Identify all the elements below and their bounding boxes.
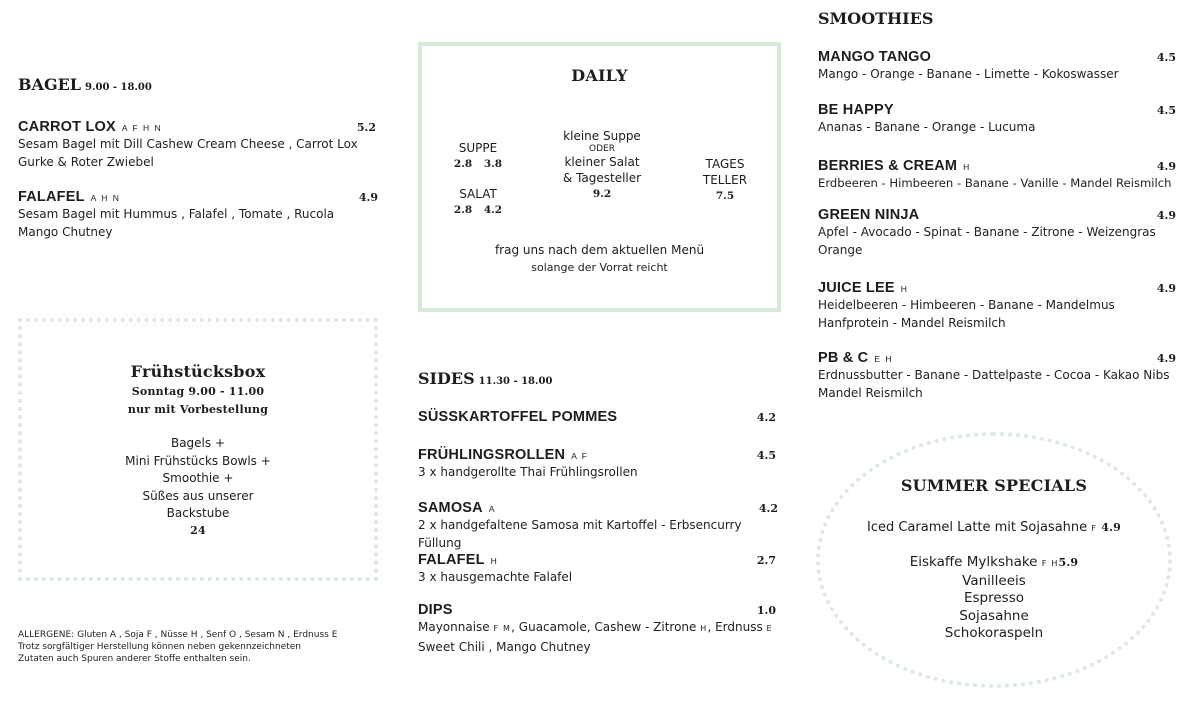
item-price: 4.5 [1156,104,1176,117]
item-price: 5.2 [356,121,376,134]
bagel-item-carrot-lox [18,116,376,171]
summer-item1-name: Iced Caramel Latte mit Sojasahne [866,520,1088,535]
item-name: SAMOSA [418,500,483,516]
fruehstueck-line: Süßes aus unserer [142,488,254,503]
summer-line: Vanilleeis [962,572,1026,589]
allergene-line: Trotz sorgfältiger Herstellung können neben gekennzeichneten [18,642,301,652]
item-desc: Sesam Bagel mit Hummus , Falafel , Tomate , Rucola [18,207,335,221]
fruehstueck-title: Frühstücksbox [130,362,266,381]
daily-salat [446,186,510,218]
item-price: 1.0 [756,604,776,617]
fruehstueck-line: Smoothie + [162,471,234,485]
sides-item-samosa [418,497,778,552]
smoothies-heading [818,9,933,28]
smoothies-title: SMOOTHIES [818,9,934,28]
item-name: BE HAPPY [818,102,894,118]
fruehstueck-list [22,435,374,523]
item-price: 4.5 [756,449,776,462]
summer-title: SUMMER SPECIALS [900,476,1088,495]
daily-combo-price: 9.2 [592,188,612,200]
dips-allergens: E [766,624,773,633]
item-desc: Apfel - Avocado - Spinat - Banane - Zitrone - Weizengras [818,225,1156,239]
item-desc: Mandel Reismilch [818,386,923,400]
fruehstuecksbox-panel [18,318,378,581]
smoothie-item-mango-tango [818,49,1176,83]
item-price: 2.7 [756,554,776,567]
smoothie-item-berries-cream [818,155,1178,192]
allergene-line: Zutaten auch Spuren anderer Stoffe enthalten sein. [18,654,251,664]
item-allergens: H [490,556,499,566]
item-price: 4.9 [1156,160,1176,173]
dips-part: , Guacamole, Cashew - Zitrone [511,620,697,634]
item-desc: 3 x hausgemachte Falafel [418,570,573,584]
item-allergens: A H N [90,193,121,203]
item-name: FALAFEL [18,189,85,205]
smoothie-item-be-happy [818,102,1176,136]
daily-note [422,242,777,276]
sides-item-dips [418,602,776,656]
sides-title: SIDES [418,369,475,388]
item-price: 4.2 [756,411,776,424]
daily-salat-prices: 2.8 4.2 [453,204,503,216]
item-price: 4.2 [758,502,778,515]
item-desc: Heidelbeeren - Himbeeren - Banane - Mandelmus [818,298,1115,312]
item-desc [418,618,776,638]
daily-combo-line: & Tagesteller [562,171,642,185]
item-desc: Orange [818,243,863,257]
daily-combo-line: kleine Suppe [563,129,641,143]
summer-line: Sojasahne [959,607,1029,624]
daily-suppe [446,140,510,172]
summer-item2-name: Eiskaffe Mylkshake [909,554,1038,570]
item-allergens: A F H N [121,123,163,133]
item-price: 4.9 [1156,282,1176,295]
smoothie-item-pb-c [818,347,1176,402]
item-desc: Gurke & Roter Zwiebel [18,155,154,169]
item-price: 4.9 [1156,209,1176,222]
item-name: MANGO TANGO [818,49,932,65]
item-desc: Sesam Bagel mit Dill Cashew Cream Cheese , Carrot Lox [18,137,358,151]
bagel-title: BAGEL [18,75,82,94]
fruehstueck-price: 24 [190,524,206,537]
daily-note-line: solange der Vorrat reicht [531,261,668,274]
daily-oder: ODER [589,144,615,154]
item-price: 4.5 [1156,51,1176,64]
item-desc: 2 x handgefaltene Samosa mit Kartoffel - Erbsencurry Füllung [418,518,742,550]
sides-item-suesskartoffel [418,409,776,425]
daily-suppe-label: SUPPE [458,141,498,155]
daily-panel [418,42,781,312]
dips-part: Mayonnaise [418,620,490,634]
summer-item1-price: 4.9 [1101,521,1121,534]
fruehstueck-line: Bagels + [170,436,226,450]
item-name: CARROT LOX [18,119,116,135]
smoothie-item-juice-lee [818,277,1176,332]
item-name: JUICE LEE [818,280,895,296]
daily-tages-line: TAGES [705,157,745,171]
bagel-heading [18,75,152,94]
item-price: 4.9 [358,191,378,204]
item-name: FALAFEL [418,552,485,568]
fruehstueck-sub1: Sonntag 9.00 - 11.00 [131,385,265,398]
item-desc: Erdnussbutter - Banane - Dattelpaste - Cocoa - Kakao Nibs [818,368,1170,382]
item-name: FRÜHLINGSROLLEN [418,447,566,463]
summer-item1 [820,520,1168,535]
summer-item1-allergens: F [1091,524,1098,533]
item-allergens: E H [874,354,894,364]
item-desc: Ananas - Banane - Orange - Lucuma [818,120,1036,134]
bagel-item-falafel [18,186,378,241]
item-name: SÜSSKARTOFFEL POMMES [418,409,618,425]
item-desc: Hanfprotein - Mandel Reismilch [818,316,1006,330]
item-name: BERRIES & CREAM [818,158,958,174]
item-desc: Erdbeeren - Himbeeren - Banane - Vanille - Mandel Reismilch [818,176,1172,190]
item-desc: 3 x handgerollte Thai Frühlingsrollen [418,465,638,479]
daily-tages-line: TELLER [702,173,748,187]
daily-note-line: frag uns nach dem aktuellen Menü [494,243,705,257]
summer-line: Schokoraspeln [944,625,1044,641]
summer-item2-allergens: F H [1041,559,1059,568]
item-price: 4.9 [1156,352,1176,365]
item-name: DIPS [418,602,453,618]
fruehstueck-line: Mini Frühstücks Bowls + [125,453,271,468]
allergene-line: ALLERGENE: Gluten A , Soja F , Nüsse H , Senf O , Sesam N , Erdnuss E [18,630,338,640]
summer-line: Espresso [963,590,1025,606]
daily-combo [542,128,662,202]
daily-tagesteller [690,156,760,204]
daily-combo-line: kleiner Salat [564,155,640,169]
allergene-note [18,629,398,665]
item-allergens: H [963,162,971,172]
dips-allergens: H [700,624,708,633]
dips-part: , Erdnuss [707,620,763,634]
item-allergens: A F [571,451,589,461]
smoothie-item-green-ninja [818,207,1176,259]
sides-heading [418,369,552,388]
item-name: GREEN NINJA [818,207,920,223]
item-allergens: H [900,284,909,294]
daily-tages-price: 7.5 [715,190,735,202]
daily-title: DAILY [571,66,628,85]
fruehstueck-sub2: nur mit Vorbestellung [127,403,269,416]
bagel-time: 9.00 - 18.00 [85,82,152,93]
sides-item-falafel [418,549,776,586]
sides-time: 11.30 - 18.00 [478,376,553,387]
item-desc: Mango Chutney [18,225,113,239]
item-name: PB & C [818,350,869,366]
item-desc: Mango - Orange - Banane - Limette - Kokoswasser [818,67,1119,81]
summer-item2 [820,554,1168,643]
summer-specials-panel [816,432,1172,688]
item-desc: Sweet Chili , Mango Chutney [418,640,591,654]
sides-item-fruehlingsrollen [418,444,776,481]
item-allergens: A [488,504,497,514]
daily-suppe-prices: 2.8 3.8 [453,158,503,170]
daily-salat-label: SALAT [459,187,497,201]
fruehstueck-line: Backstube [166,506,230,520]
summer-item2-price: 5.9 [1058,556,1079,569]
dips-allergens: F M [493,624,512,633]
